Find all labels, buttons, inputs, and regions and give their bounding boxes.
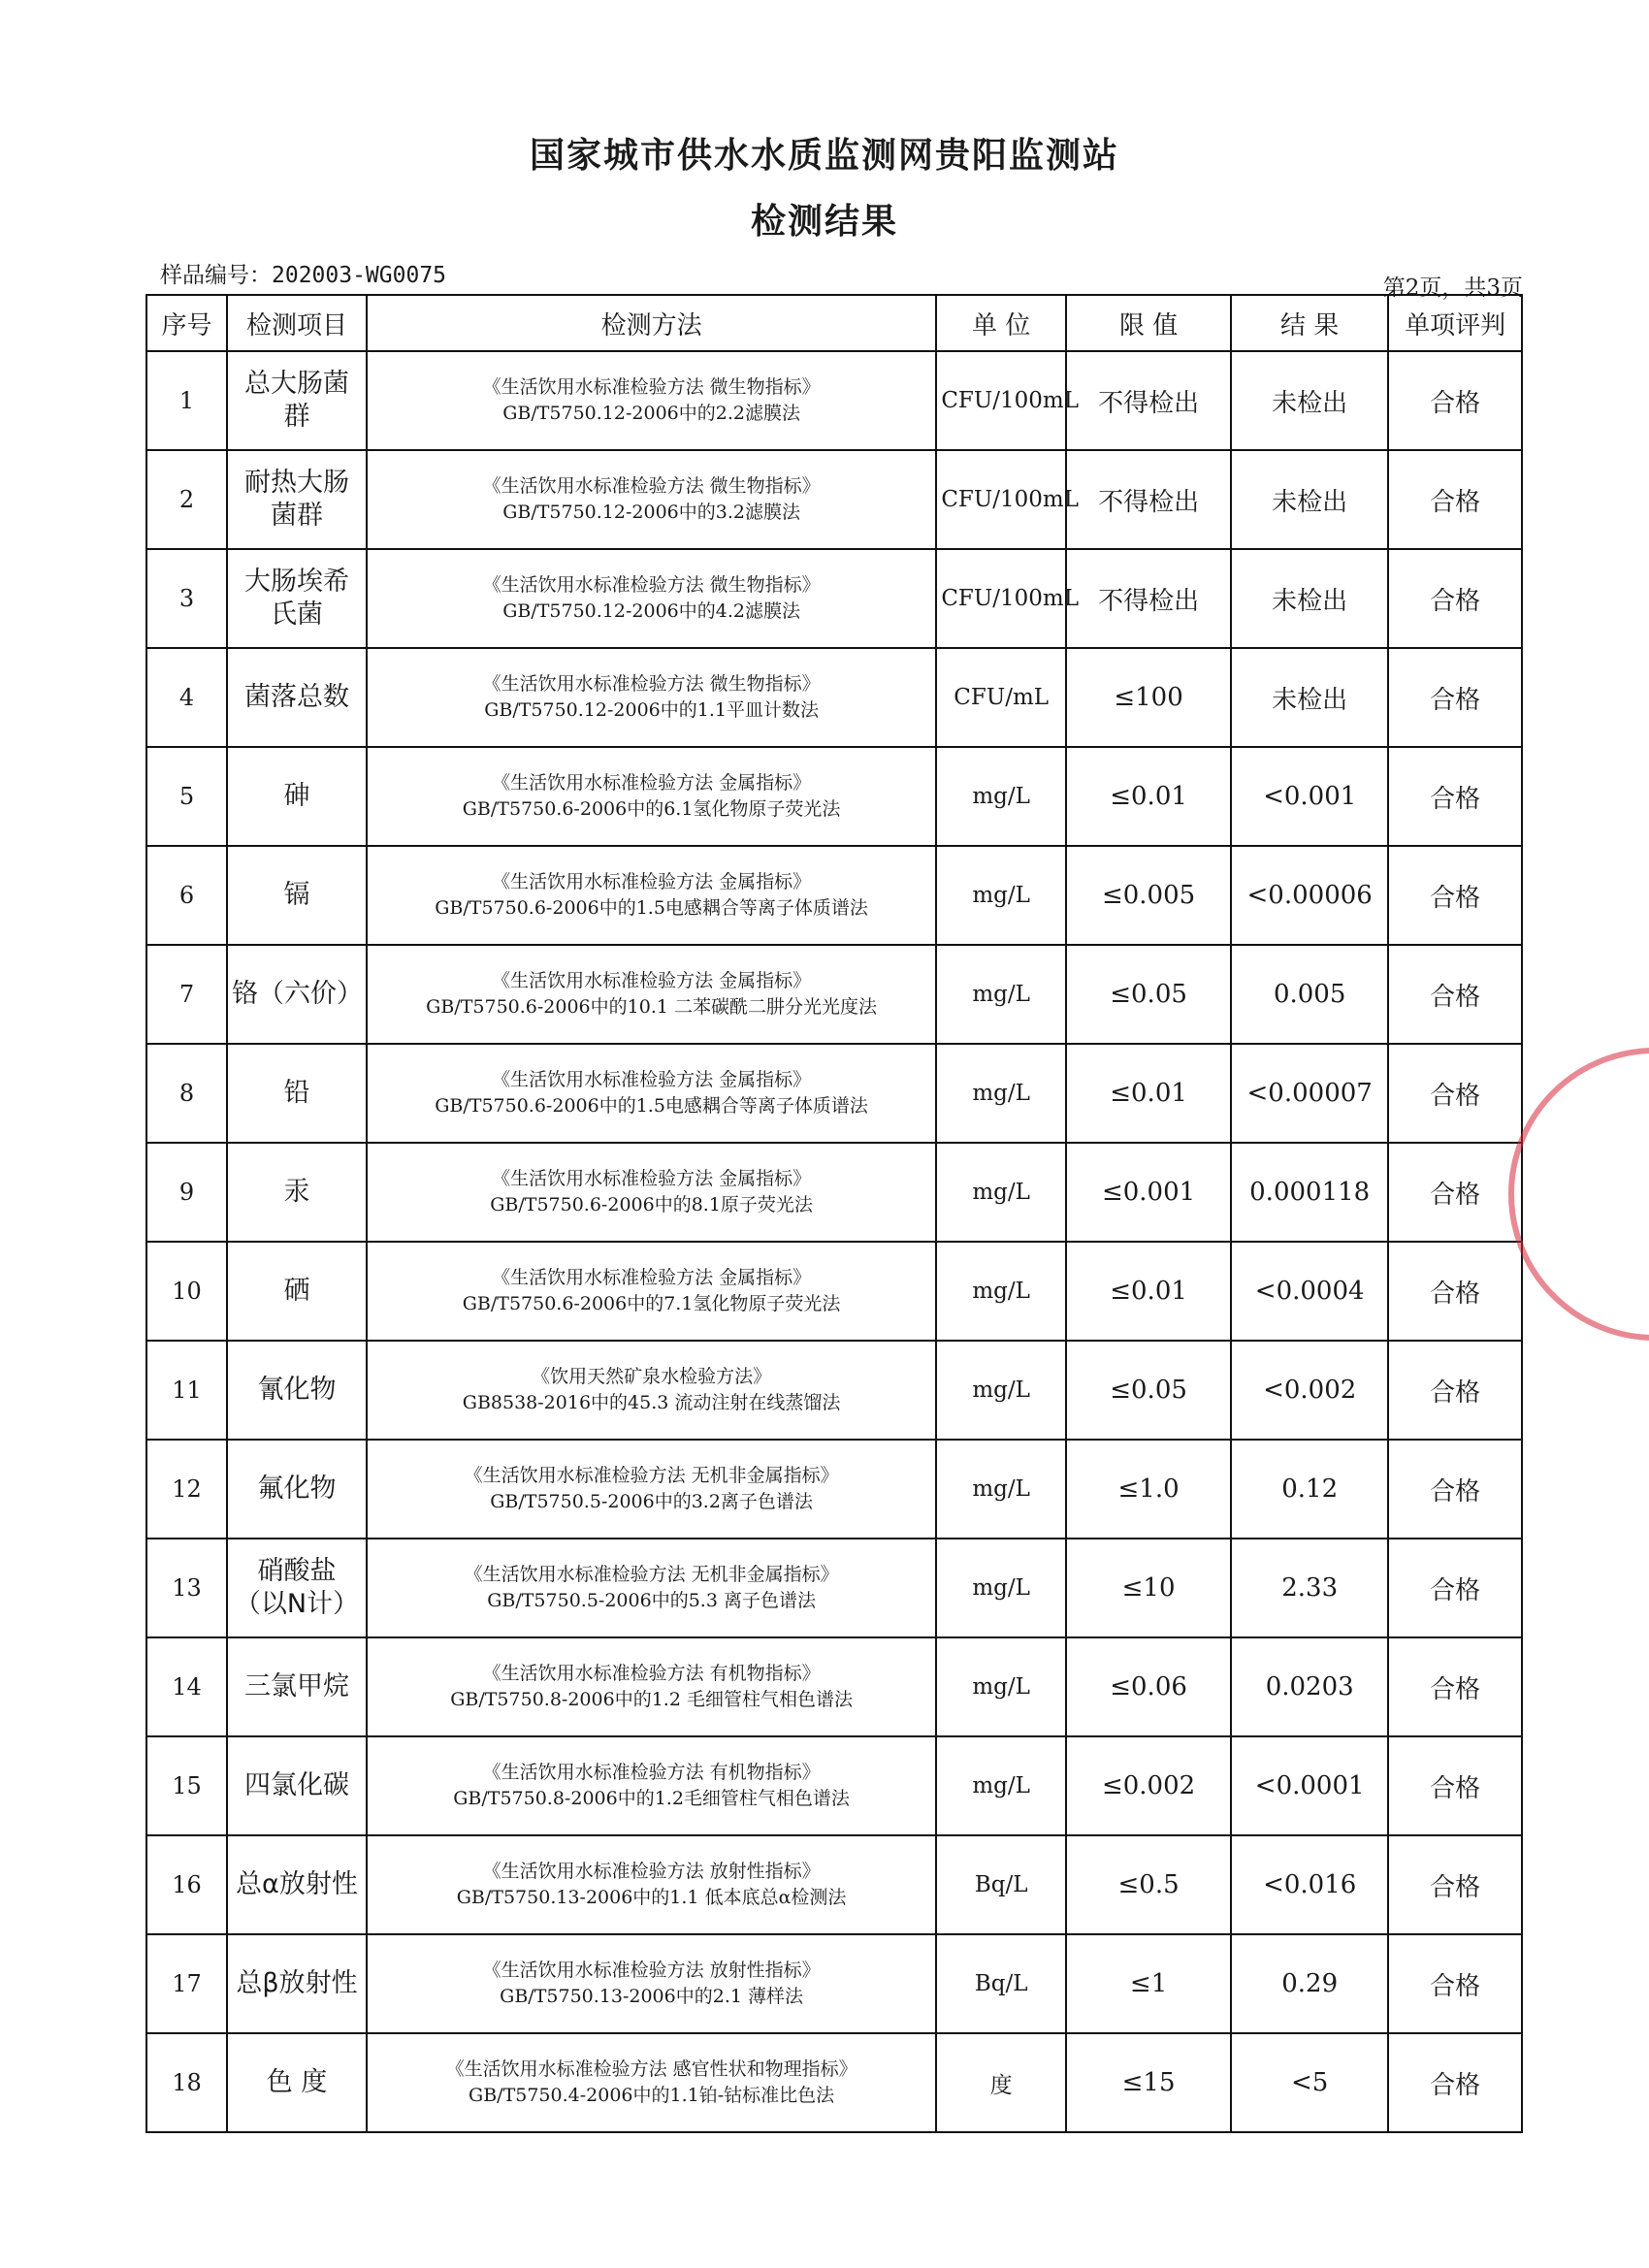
method-standard-name: 《生活饮用水标准检验方法 微生物指标》 [482, 376, 821, 398]
evaluation: 合格 [1388, 2033, 1522, 2132]
evaluation: 合格 [1388, 1044, 1522, 1143]
limit-value: ≤0.01 [1066, 747, 1231, 846]
method-standard-name: 《生活饮用水标准检验方法 金属指标》 [492, 772, 812, 794]
test-item: 总大肠菌群 [227, 351, 367, 450]
test-method [367, 846, 936, 945]
row-number: 11 [146, 1341, 227, 1440]
result-value: 未检出 [1231, 450, 1388, 549]
unit: CFU/100mL [936, 450, 1066, 549]
method-standard-code: GB/T5750.12-2006中的2.2滤膜法 [502, 403, 800, 424]
limit-value: ≤0.01 [1066, 1242, 1231, 1341]
method-standard-code: GB/T5750.6-2006中的10.1 二苯碳酰二肼分光光度法 [426, 996, 877, 1018]
result-value: 0.12 [1231, 1440, 1388, 1539]
method-standard-code: GB/T5750.12-2006中的1.1平皿计数法 [484, 699, 819, 721]
method-standard-name: 《生活饮用水标准检验方法 金属指标》 [492, 1168, 812, 1189]
result-value: <5 [1231, 2033, 1388, 2132]
unit: mg/L [936, 846, 1066, 945]
method-standard-code: GB/T5750.6-2006中的6.1氢化物原子荧光法 [462, 798, 841, 820]
row-number: 9 [146, 1143, 227, 1242]
evaluation: 合格 [1388, 1934, 1522, 2033]
row-number: 16 [146, 1835, 227, 1934]
test-item: 色 度 [227, 2033, 367, 2132]
test-item: 三氯甲烷 [227, 1637, 367, 1736]
method-standard-code: GB/T5750.4-2006中的1.1铂-钴标准比色法 [469, 2085, 835, 2106]
page-indicator: 第2页，共3页 [1382, 275, 1523, 301]
evaluation: 合格 [1388, 1539, 1522, 1637]
result-value: <0.0001 [1231, 1736, 1388, 1835]
evaluation: 合格 [1388, 450, 1522, 549]
method-standard-code: GB/T5750.6-2006中的1.5电感耦合等离子体质谱法 [435, 1095, 868, 1117]
test-item: 砷 [227, 747, 367, 846]
result-value: 0.29 [1231, 1934, 1388, 2033]
test-method [367, 351, 936, 450]
method-standard-code: GB/T5750.6-2006中的7.1氢化物原子荧光法 [462, 1293, 841, 1314]
method-standard-name: 《饮用天然矿泉水检验方法》 [532, 1366, 772, 1387]
test-method [367, 648, 936, 747]
sample-number-label: 样品编号： [160, 263, 272, 288]
method-standard-name: 《生活饮用水标准检验方法 放射性指标》 [482, 1861, 821, 1882]
test-method [367, 1835, 936, 1934]
method-standard-code: GB8538-2016中的45.3 流动注射在线蒸馏法 [462, 1392, 841, 1413]
limit-value: ≤0.06 [1066, 1637, 1231, 1736]
unit: Bq/L [936, 1934, 1066, 2033]
result-value: 0.0203 [1231, 1637, 1388, 1736]
method-standard-code: GB/T5750.8-2006中的1.2毛细管柱气相色谱法 [453, 1788, 850, 1809]
method-standard-code: GB/T5750.13-2006中的1.1 低本底总α检测法 [456, 1887, 847, 1908]
header-item: 检测项目 [227, 295, 367, 351]
unit: CFU/100mL [936, 351, 1066, 450]
row-number: 17 [146, 1934, 227, 2033]
document-title: 国家城市供水水质监测网贵阳监测站 [529, 136, 1119, 176]
limit-value: ≤0.01 [1066, 1044, 1231, 1143]
limit-value: ≤15 [1066, 2033, 1231, 2132]
method-standard-code: GB/T5750.6-2006中的8.1原子荧光法 [490, 1194, 813, 1215]
test-item: 总β放射性 [227, 1934, 367, 2033]
evaluation: 合格 [1388, 549, 1522, 648]
method-standard-code: GB/T5750.8-2006中的1.2 毛细管柱气相色谱法 [450, 1689, 853, 1710]
limit-value: ≤0.001 [1066, 1143, 1231, 1242]
row-number: 12 [146, 1440, 227, 1539]
official-seal-stamp [1508, 1048, 1649, 1341]
evaluation: 合格 [1388, 648, 1522, 747]
table-row [146, 1044, 1522, 1143]
test-item: 汞 [227, 1143, 367, 1242]
results-table [146, 294, 1523, 2133]
method-standard-name: 《生活饮用水标准检验方法 金属指标》 [492, 970, 812, 991]
unit: mg/L [936, 1637, 1066, 1736]
test-item: 硒 [227, 1242, 367, 1341]
result-value: 未检出 [1231, 549, 1388, 648]
unit: CFU/100mL [936, 549, 1066, 648]
evaluation: 合格 [1388, 846, 1522, 945]
test-item: 菌落总数 [227, 648, 367, 747]
row-number: 7 [146, 945, 227, 1044]
limit-value: ≤0.005 [1066, 846, 1231, 945]
header-limit: 限 值 [1066, 295, 1231, 351]
result-value: 0.000118 [1231, 1143, 1388, 1242]
test-method [367, 1934, 936, 2033]
test-method [367, 1637, 936, 1736]
table-row [146, 549, 1522, 648]
row-number: 2 [146, 450, 227, 549]
unit: Bq/L [936, 1835, 1066, 1934]
method-standard-name: 《生活饮用水标准检验方法 感官性状和物理指标》 [445, 2058, 857, 2080]
method-standard-name: 《生活饮用水标准检验方法 金属指标》 [492, 1267, 812, 1288]
test-method [367, 549, 936, 648]
result-value: <0.00007 [1231, 1044, 1388, 1143]
method-standard-code: GB/T5750.12-2006中的3.2滤膜法 [502, 502, 800, 523]
result-value: 未检出 [1231, 351, 1388, 450]
method-standard-code: GB/T5750.6-2006中的1.5电感耦合等离子体质谱法 [435, 897, 868, 919]
table-row [146, 1341, 1522, 1440]
test-method [367, 1143, 936, 1242]
test-method [367, 1044, 936, 1143]
document-subtitle: 检测结果 [750, 202, 898, 242]
table-row [146, 1143, 1522, 1242]
table-body [146, 351, 1522, 2132]
result-value: <0.016 [1231, 1835, 1388, 1934]
row-number: 3 [146, 549, 227, 648]
test-method [367, 945, 936, 1044]
test-item: 耐热大肠菌群 [227, 450, 367, 549]
limit-value: ≤1.0 [1066, 1440, 1231, 1539]
method-standard-name: 《生活饮用水标准检验方法 有机物指标》 [482, 1663, 821, 1684]
header-result: 结 果 [1231, 295, 1388, 351]
table-row [146, 1736, 1522, 1835]
result-value: <0.0004 [1231, 1242, 1388, 1341]
limit-value: ≤100 [1066, 648, 1231, 747]
test-item: 镉 [227, 846, 367, 945]
evaluation: 合格 [1388, 351, 1522, 450]
result-value: 0.005 [1231, 945, 1388, 1044]
method-standard-code: GB/T5750.13-2006中的2.1 薄样法 [500, 1986, 803, 2007]
evaluation: 合格 [1388, 945, 1522, 1044]
row-number: 14 [146, 1637, 227, 1736]
row-number: 4 [146, 648, 227, 747]
test-method [367, 1242, 936, 1341]
result-value: <0.001 [1231, 747, 1388, 846]
method-standard-name: 《生活饮用水标准检验方法 放射性指标》 [482, 1960, 821, 1981]
method-standard-code: GB/T5750.5-2006中的5.3 离子色谱法 [487, 1590, 816, 1611]
table-row [146, 1637, 1522, 1736]
limit-value: ≤0.05 [1066, 1341, 1231, 1440]
test-item: 大肠埃希氏菌 [227, 549, 367, 648]
sample-number-value: 202003-WG0075 [272, 263, 447, 288]
test-method [367, 1736, 936, 1835]
table-row [146, 1440, 1522, 1539]
row-number: 6 [146, 846, 227, 945]
test-item: 氰化物 [227, 1341, 367, 1440]
test-item: 四氯化碳 [227, 1736, 367, 1835]
evaluation: 合格 [1388, 1440, 1522, 1539]
method-standard-name: 《生活饮用水标准检验方法 微生物指标》 [482, 574, 821, 596]
table-header-row [146, 295, 1522, 351]
unit: mg/L [936, 1341, 1066, 1440]
limit-value: ≤0.5 [1066, 1835, 1231, 1934]
evaluation: 合格 [1388, 1736, 1522, 1835]
limit-value: 不得检出 [1066, 450, 1231, 549]
table-row [146, 945, 1522, 1044]
table-row [146, 747, 1522, 846]
limit-value: ≤0.002 [1066, 1736, 1231, 1835]
test-item: 铅 [227, 1044, 367, 1143]
table-row [146, 1242, 1522, 1341]
method-standard-code: GB/T5750.5-2006中的3.2离子色谱法 [490, 1491, 813, 1512]
unit: mg/L [936, 1143, 1066, 1242]
table-row [146, 1934, 1522, 2033]
evaluation: 合格 [1388, 1242, 1522, 1341]
method-standard-name: 《生活饮用水标准检验方法 微生物指标》 [482, 475, 821, 497]
result-value: 2.33 [1231, 1539, 1388, 1637]
result-value: <0.00006 [1231, 846, 1388, 945]
table-row [146, 648, 1522, 747]
table-row [146, 1539, 1522, 1637]
test-method [367, 747, 936, 846]
evaluation: 合格 [1388, 1341, 1522, 1440]
table-row [146, 351, 1522, 450]
table-row [146, 846, 1522, 945]
header-method: 检测方法 [367, 295, 936, 351]
unit: CFU/mL [936, 648, 1066, 747]
method-standard-name: 《生活饮用水标准检验方法 金属指标》 [492, 1069, 812, 1090]
method-standard-name: 《生活饮用水标准检验方法 无机非金属指标》 [464, 1564, 839, 1585]
row-number: 1 [146, 351, 227, 450]
unit: mg/L [936, 1044, 1066, 1143]
header-unit: 单 位 [936, 295, 1066, 351]
row-number: 18 [146, 2033, 227, 2132]
test-item: 氟化物 [227, 1440, 367, 1539]
method-standard-name: 《生活饮用水标准检验方法 无机非金属指标》 [464, 1465, 839, 1486]
evaluation: 合格 [1388, 1835, 1522, 1934]
test-item: 铬（六价） [227, 945, 367, 1044]
method-standard-code: GB/T5750.12-2006中的4.2滤膜法 [502, 600, 800, 622]
test-method [367, 1539, 936, 1637]
test-item: 总α放射性 [227, 1835, 367, 1934]
sample-number [160, 257, 446, 289]
test-method [367, 1440, 936, 1539]
unit: mg/L [936, 945, 1066, 1044]
row-number: 15 [146, 1736, 227, 1835]
method-standard-name: 《生活饮用水标准检验方法 金属指标》 [492, 871, 812, 892]
test-method [367, 450, 936, 549]
table-row [146, 1835, 1522, 1934]
evaluation: 合格 [1388, 1637, 1522, 1736]
limit-value: ≤1 [1066, 1934, 1231, 2033]
row-number: 8 [146, 1044, 227, 1143]
row-number: 13 [146, 1539, 227, 1637]
method-standard-name: 《生活饮用水标准检验方法 微生物指标》 [482, 673, 821, 695]
header-no: 序号 [146, 295, 227, 351]
unit: mg/L [936, 747, 1066, 846]
unit: mg/L [936, 1440, 1066, 1539]
row-number: 10 [146, 1242, 227, 1341]
limit-value: 不得检出 [1066, 351, 1231, 450]
test-method [367, 1341, 936, 1440]
method-standard-name: 《生活饮用水标准检验方法 有机物指标》 [482, 1762, 821, 1783]
table-row [146, 2033, 1522, 2132]
unit: mg/L [936, 1736, 1066, 1835]
unit: 度 [936, 2033, 1066, 2132]
limit-value: ≤0.05 [1066, 945, 1231, 1044]
limit-value: ≤10 [1066, 1539, 1231, 1637]
unit: mg/L [936, 1242, 1066, 1341]
row-number: 5 [146, 747, 227, 846]
table-row [146, 450, 1522, 549]
unit: mg/L [936, 1539, 1066, 1637]
result-value: <0.002 [1231, 1341, 1388, 1440]
limit-value: 不得检出 [1066, 549, 1231, 648]
evaluation: 合格 [1388, 1143, 1522, 1242]
header-evaluation: 单项评判 [1388, 295, 1522, 351]
test-method [367, 2033, 936, 2132]
result-value: 未检出 [1231, 648, 1388, 747]
test-item: 硝酸盐（以N计） [227, 1539, 367, 1637]
evaluation: 合格 [1388, 747, 1522, 846]
